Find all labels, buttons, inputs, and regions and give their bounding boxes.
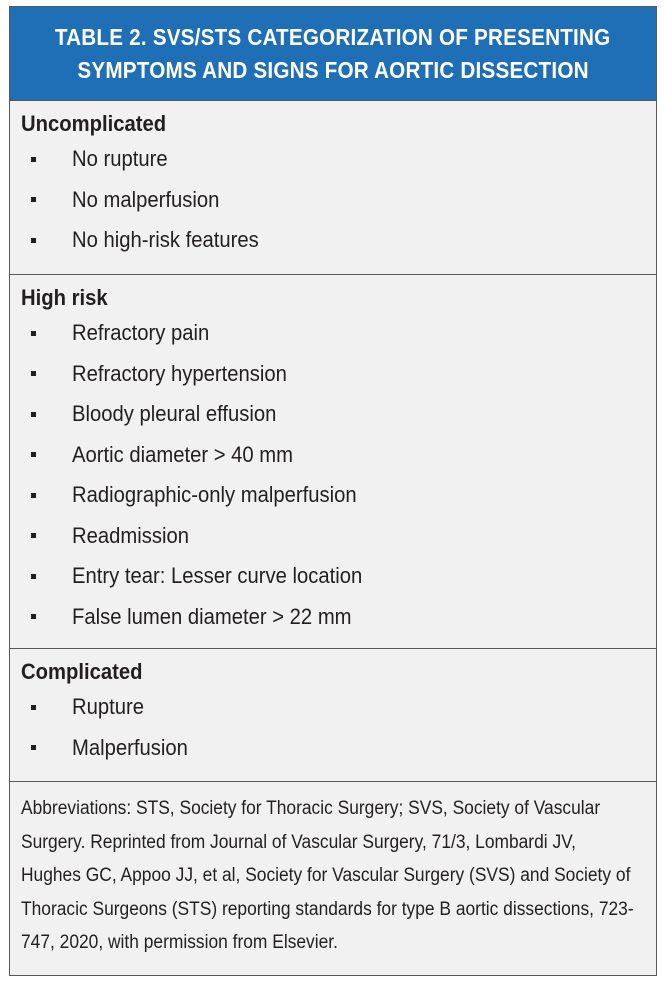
list-item	[21, 139, 656, 180]
list-item-text: Readmission	[72, 522, 189, 548]
section-heading-high-risk: High risk	[21, 285, 108, 310]
bullet-icon	[31, 574, 36, 579]
list-item	[21, 516, 656, 557]
bullet-icon	[31, 157, 36, 162]
complicated-list	[21, 687, 656, 768]
list-item	[21, 354, 656, 395]
footnote-text: Abbreviations: STS, Society for Thoracic Surgery; SVS, Society of Vascular Surgery. Reprinted from Journal of Vascular Surgery, 71/3, Lombardi JV, Hughes GC, Appoo JJ, et al, Society for Vascular Surgery (SVS) and Society of Thoracic Surgeons (STS) reporting standards for type B aortic dissections, 723-747, 2020, with permission from Elsevier.	[21, 798, 634, 953]
bullet-icon	[31, 745, 36, 750]
list-item-text: Malperfusion	[72, 734, 188, 760]
list-item	[21, 394, 656, 435]
section-heading-uncomplicated: Uncomplicated	[21, 111, 167, 136]
list-item-text: Radiographic-only malperfusion	[72, 482, 357, 508]
bullet-icon	[31, 331, 36, 336]
list-item	[21, 728, 656, 769]
list-item-text: Bloody pleural effusion	[72, 401, 277, 427]
bullet-icon	[31, 614, 36, 619]
table-title-line-1: TABLE 2. SVS/STS CATEGORIZATION OF PRESENTING	[55, 23, 611, 50]
list-item	[21, 313, 656, 354]
categorization-table	[9, 6, 657, 976]
section-uncomplicated	[10, 101, 656, 275]
table-title	[10, 7, 656, 101]
section-heading-complicated: Complicated	[21, 659, 143, 684]
bullet-icon	[31, 371, 36, 376]
list-item-text: Aortic diameter > 40 mm	[72, 441, 294, 467]
list-item	[21, 556, 656, 597]
uncomplicated-list	[21, 139, 656, 261]
bullet-icon	[31, 238, 36, 243]
bullet-icon	[31, 493, 36, 498]
bullet-icon	[31, 412, 36, 417]
list-item	[21, 435, 656, 476]
bullet-icon	[31, 533, 36, 538]
table-title-line-2: SYMPTOMS AND SIGNS FOR AORTIC DISSECTION	[77, 56, 589, 83]
list-item	[21, 475, 656, 516]
list-item-text: No malperfusion	[72, 186, 220, 212]
table-footnote	[10, 782, 656, 975]
list-item-text: Entry tear: Lesser curve location	[72, 563, 363, 589]
list-item-text: No high-risk features	[72, 227, 259, 253]
bullet-icon	[31, 197, 36, 202]
list-item	[21, 687, 656, 728]
list-item	[21, 597, 656, 638]
list-item-text: Rupture	[72, 694, 145, 720]
bullet-icon	[31, 705, 36, 710]
bullet-icon	[31, 452, 36, 457]
list-item-text: Refractory pain	[72, 320, 210, 346]
list-item-text: False lumen diameter > 22 mm	[72, 603, 352, 629]
list-item-text: No rupture	[72, 146, 168, 172]
section-high-risk	[10, 275, 656, 649]
high-risk-list	[21, 313, 656, 637]
list-item	[21, 180, 656, 221]
section-complicated	[10, 649, 656, 782]
list-item-text: Refractory hypertension	[72, 360, 287, 386]
list-item	[21, 220, 656, 261]
